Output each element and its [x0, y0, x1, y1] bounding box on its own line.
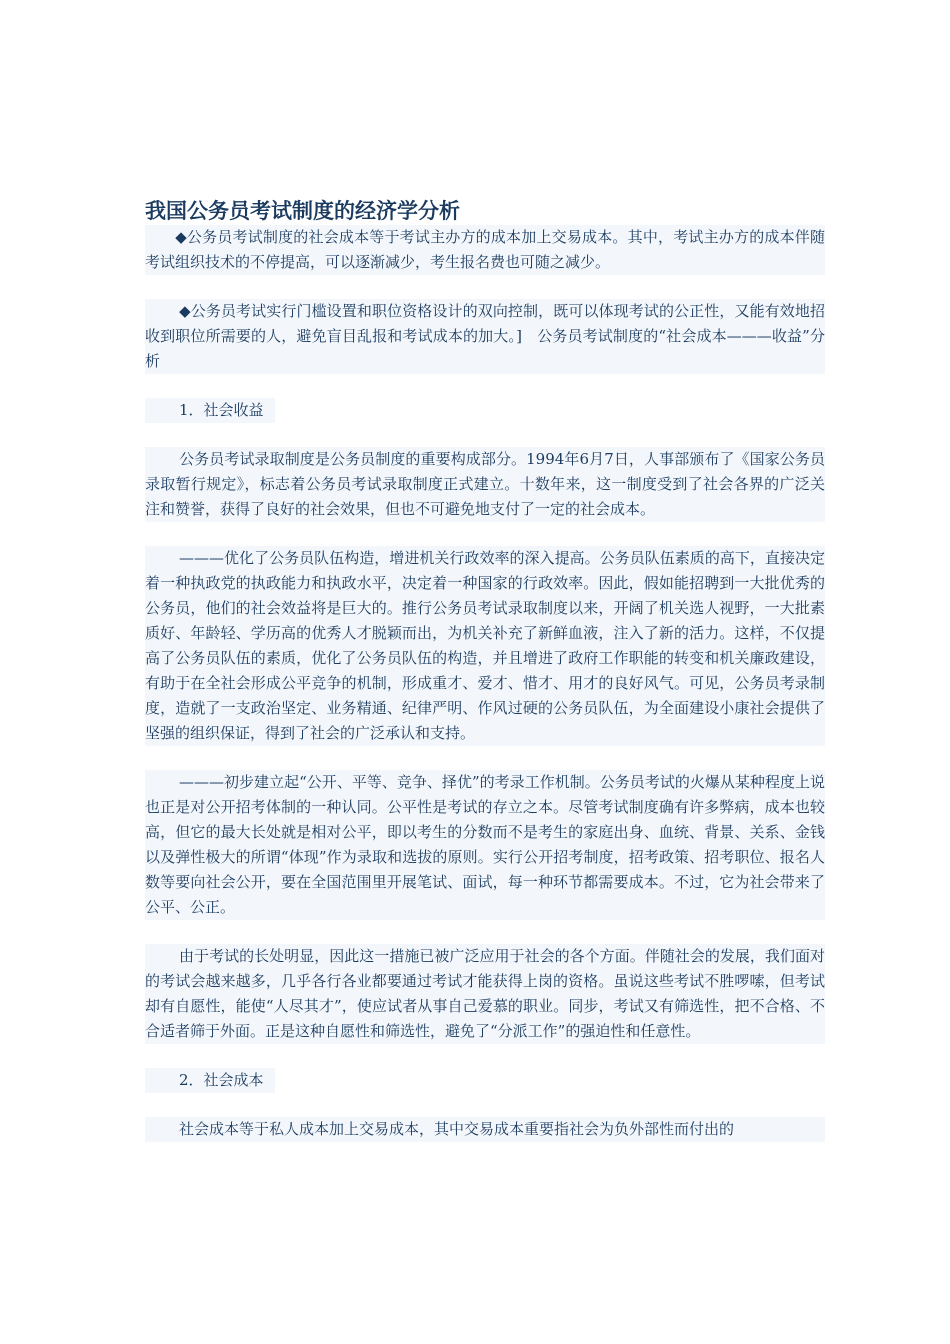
paragraph-2	[145, 299, 825, 374]
paragraph-1-text: ◆公务员考试制度的社会成本等于考试主办方的成本加上交易成本。其中，考试主办方的成本伴随考试组织技术的不停提高，可以逐渐减少，考生报名费也可随之减少。	[145, 228, 825, 271]
paragraph-4	[145, 546, 825, 746]
document-title: 我国公务员考试制度的经济学分析	[145, 199, 460, 223]
paragraph-6-text: 由于考试的长处明显，因此这一措施已被广泛应用于社会的各个方面。伴随社会的发展，我们面对的考试会越来越多，几乎各行各业都要通过考试才能获得上岗的资格。虽说这些考试不胜啰嗦，但考试却有自愿性，能使“人尽其才”，使应试者从事自己爱慕的职业。同步，考试又有筛选性，把不合格、不合适者筛于外面。正是这种自愿性和筛选性，避免了“分派工作”的强迫性和任意性。	[145, 947, 825, 1040]
document-page	[145, 197, 825, 1166]
paragraph-7-text: 社会成本等于私人成本加上交易成本，其中交易成本重要指社会为负外部性而付出的	[179, 1120, 735, 1138]
section-heading-social-cost	[145, 1068, 275, 1093]
paragraph-6	[145, 944, 825, 1044]
paragraph-7	[145, 1117, 825, 1142]
section-heading-text: 1．社会收益	[179, 401, 264, 419]
paragraph-5-text: ———初步建立起“公开、平等、竞争、择优”的考录工作机制。公务员考试的火爆从某种程度上说也正是对公开招考体制的一种认同。公平性是考试的存立之本。尽管考试制度确有许多弊病，成本也较高，但它的最大长处就是相对公平，即以考生的分数而不是考生的家庭出身、血统、背景、关系、金钱以及弹性极大的所谓“体现”作为录取和选拔的原则。实行公开招考制度，招考政策、招考职位、报名人数等要向社会公开，要在全国范围里开展笔试、面试，每一种环节都需要成本。不过，它为社会带来了公平、公正。	[145, 773, 825, 916]
paragraph-3-text: 公务员考试录取制度是公务员制度的重要构成部分。1994年6月7日，人事部颁布了《国家公务员录取暂行规定》，标志着公务员考试录取制度正式建立。十数年来，这一制度受到了社会各界的广泛关注和赞誉，获得了良好的社会效果，但也不可避免地支付了一定的社会成本。	[145, 450, 825, 518]
section-heading-text: 2．社会成本	[179, 1071, 264, 1089]
paragraph-4-text: ———优化了公务员队伍构造，增进机关行政效率的深入提高。公务员队伍素质的高下，直接决定着一种执政党的执政能力和执政水平，决定着一种国家的行政效率。因此，假如能招聘到一大批优秀的公务员，他们的社会效益将是巨大的。推行公务员考试录取制度以来，开阔了机关选人视野，一大批素质好、年龄轻、学历高的优秀人才脱颖而出，为机关补充了新鲜血液，注入了新的活力。这样，不仅提高了公务员队伍的素质，优化了公务员队伍的构造，并且增进了政府工作职能的转变和机关廉政建设，有助于在全社会形成公平竞争的机制，形成重才、爱才、惜才、用才的良好风气。可见，公务员考录制度，造就了一支政治坚定、业务精通、纪律严明、作风过硬的公务员队伍，为全面建设小康社会提供了坚强的组织保证，得到了社会的广泛承认和支持。	[145, 549, 825, 742]
paragraph-5	[145, 770, 825, 920]
paragraph-3	[145, 447, 825, 522]
paragraph-1	[145, 225, 825, 275]
paragraph-2-text: ◆公务员考试实行门槛设置和职位资格设计的双向控制，既可以体现考试的公正性，又能有效地招收到职位所需要的人，避免盲目乱报和考试成本的加大。] 公务员考试制度的“社会成本———收益”分析	[145, 302, 825, 370]
section-heading-social-benefit	[145, 398, 275, 423]
